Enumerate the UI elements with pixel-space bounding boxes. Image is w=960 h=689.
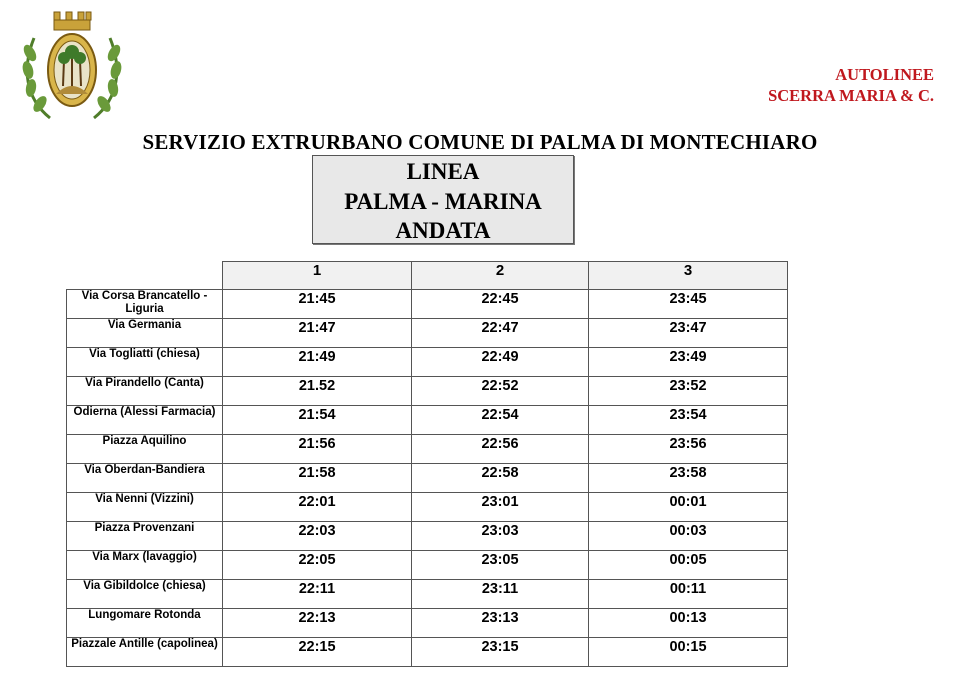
departure-time: 23:56 [589,435,788,464]
table-row [67,377,788,406]
stop-name: Via Marx (lavaggio) [67,551,223,580]
departure-time: 21:45 [223,290,412,319]
stop-name: Odierna (Alessi Farmacia) [67,406,223,435]
departure-time: 22:49 [412,348,589,377]
route-label-linea: LINEA [406,159,480,184]
departure-time: 22:13 [223,609,412,638]
departure-time: 00:15 [589,638,788,667]
table-row [67,319,788,348]
route-label-direction: ANDATA [395,218,491,243]
stop-name: Via Germania [67,319,223,348]
departure-time: 23:58 [589,464,788,493]
route-label-box [312,155,574,244]
table-row [67,348,788,377]
departure-time: 22:11 [223,580,412,609]
timetable [66,261,788,667]
departure-time: 00:01 [589,493,788,522]
table-row [67,638,788,667]
departure-time: 23:15 [412,638,589,667]
departure-time: 21:56 [223,435,412,464]
departure-time: 23:01 [412,493,589,522]
table-row [67,493,788,522]
column-header-2: 2 [412,262,589,290]
stop-name: Via Gibildolce (chiesa) [67,580,223,609]
departure-time: 21:58 [223,464,412,493]
departure-time: 22:45 [412,290,589,319]
departure-time: 21:54 [223,406,412,435]
departure-time: 22:58 [412,464,589,493]
departure-time: 22:05 [223,551,412,580]
timetable-body [67,290,788,667]
departure-time: 23:45 [589,290,788,319]
departure-time: 22:15 [223,638,412,667]
departure-time: 23:52 [589,377,788,406]
departure-time: 00:13 [589,609,788,638]
table-row [67,406,788,435]
company-line-1: AUTOLINEE [835,65,934,84]
table-row [67,580,788,609]
departure-time: 00:03 [589,522,788,551]
stop-name: Piazza Aquilino [67,435,223,464]
departure-time: 23:54 [589,406,788,435]
departure-time: 23:03 [412,522,589,551]
table-row [67,551,788,580]
departure-time: 00:05 [589,551,788,580]
route-label-name: PALMA - MARINA [344,188,542,214]
departure-time: 22:03 [223,522,412,551]
stop-name: Via Nenni (Vizzini) [67,493,223,522]
service-title: SERVIZIO EXTRURBANO COMUNE DI PALMA DI MONTECHIARO [142,130,818,154]
table-row [67,522,788,551]
corner-blank-cell [67,262,223,290]
departure-time: 23:47 [589,319,788,348]
column-header-3: 3 [589,262,788,290]
stop-name: Via Pirandello (Canta) [67,377,223,406]
departure-time: 23:11 [412,580,589,609]
stop-name: Via Togliatti (chiesa) [67,348,223,377]
departure-time: 21:47 [223,319,412,348]
departure-time: 22:47 [412,319,589,348]
departure-time: 00:11 [589,580,788,609]
table-row [67,609,788,638]
stop-name: Via Corsa Brancatello - Liguria [67,290,223,319]
stop-name: Lungomare Rotonda [67,609,223,638]
departure-time: 23:49 [589,348,788,377]
table-row [67,290,788,319]
departure-time: 23:05 [412,551,589,580]
column-header-1: 1 [223,262,412,290]
departure-time: 22:52 [412,377,589,406]
departure-time: 23:13 [412,609,589,638]
municipal-crest-icon [20,8,124,124]
stop-name: Via Oberdan-Bandiera [67,464,223,493]
departure-time: 22:01 [223,493,412,522]
stop-name: Piazza Provenzani [67,522,223,551]
departure-time: 22:54 [412,406,589,435]
company-line-2: SCERRA MARIA & C. [768,86,934,105]
table-row [67,464,788,493]
departure-time: 22:56 [412,435,589,464]
departure-time: 21:49 [223,348,412,377]
stop-name: Piazzale Antille (capolinea) [67,638,223,667]
departure-time: 21.52 [223,377,412,406]
company-name [768,64,934,106]
table-row [67,435,788,464]
